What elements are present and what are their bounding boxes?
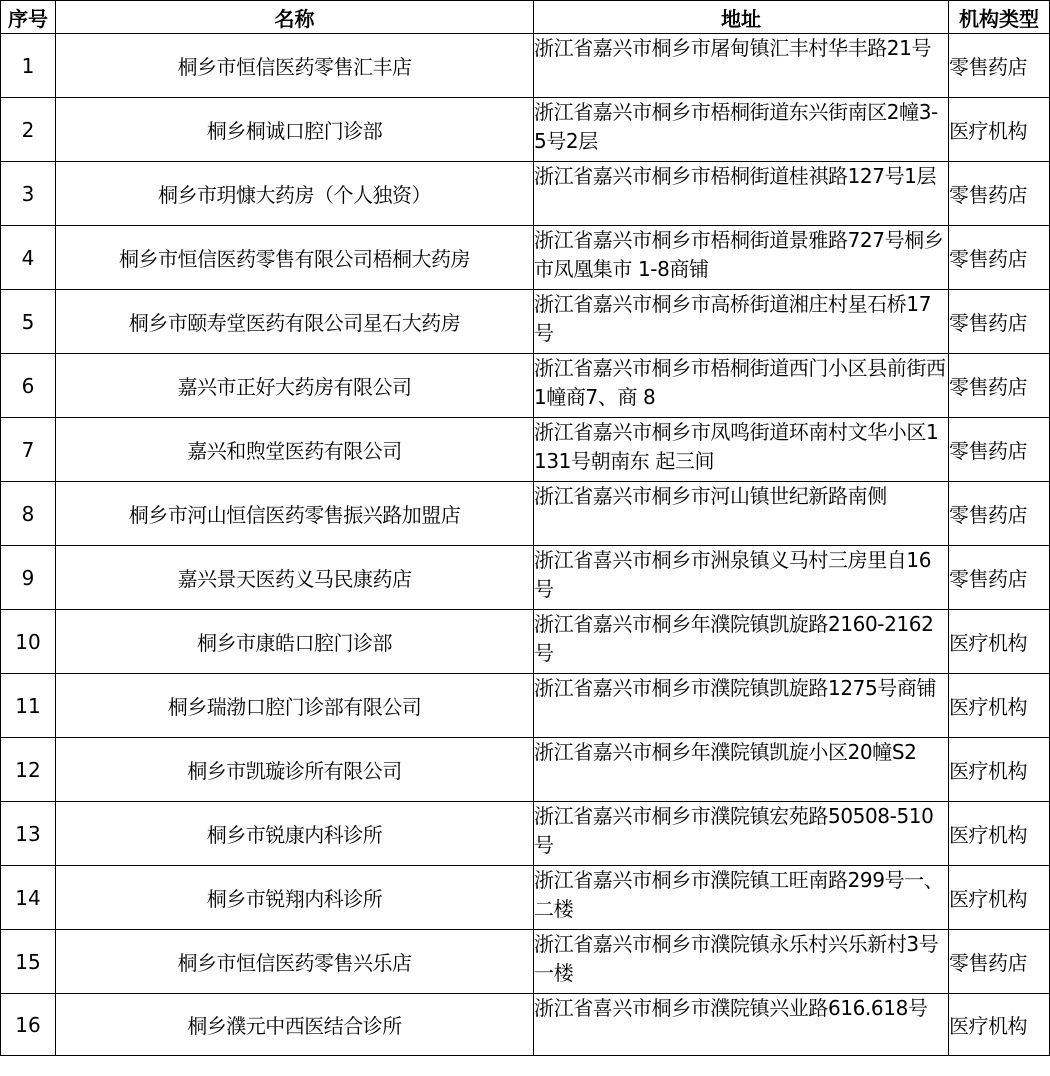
table-row: [1, 162, 1050, 226]
cell-type: 零售药店: [949, 482, 1050, 546]
cell-seq: 9: [1, 546, 56, 610]
cell-address: 浙江省嘉兴市桐乡市濮院镇永乐村兴乐新村3号一楼: [534, 930, 949, 994]
cell-type: 医疗机构: [949, 610, 1050, 674]
cell-type: 零售药店: [949, 34, 1050, 98]
table-row: [1, 610, 1050, 674]
cell-address: 浙江省嘉兴市桐乡市河山镇世纪新路南侧: [534, 482, 949, 546]
cell-address: 浙江省喜兴市桐乡市濮院镇兴业路616.618号: [534, 994, 949, 1056]
cell-name: 桐乡市恒信医药零售汇丰店: [56, 34, 534, 98]
header-address: 地址: [534, 1, 949, 34]
cell-seq: 13: [1, 802, 56, 866]
cell-type: 医疗机构: [949, 994, 1050, 1056]
header-seq: 序号: [1, 1, 56, 34]
cell-seq: 16: [1, 994, 56, 1056]
table-row: [1, 418, 1050, 482]
cell-name: 桐乡市玥慷大药房（个人独资）: [56, 162, 534, 226]
cell-name: 桐乡瑞渤口腔门诊部有限公司: [56, 674, 534, 738]
cell-address: 浙江省嘉兴市桐乡市濮院镇凯旋路1275号商铺: [534, 674, 949, 738]
header-row: [1, 1, 1050, 34]
cell-type: 零售药店: [949, 162, 1050, 226]
cell-name: 桐乡濮元中西医结合诊所: [56, 994, 534, 1056]
cell-type: 医疗机构: [949, 802, 1050, 866]
cell-seq: 1: [1, 34, 56, 98]
cell-address: 浙江省嘉兴市桐乡市濮院镇宏苑路50508-510号: [534, 802, 949, 866]
table-row: [1, 866, 1050, 930]
table-row: [1, 226, 1050, 290]
cell-seq: 4: [1, 226, 56, 290]
cell-seq: 8: [1, 482, 56, 546]
cell-address: 浙江省嘉兴市桐乡年濮院镇凯旋小区20幢S2: [534, 738, 949, 802]
cell-type: 零售药店: [949, 418, 1050, 482]
cell-seq: 3: [1, 162, 56, 226]
cell-name: 桐乡市锐翔内科诊所: [56, 866, 534, 930]
cell-name: 嘉兴景天医药义马民康药店: [56, 546, 534, 610]
table-row: [1, 354, 1050, 418]
cell-name: 桐乡市河山恒信医药零售振兴路加盟店: [56, 482, 534, 546]
cell-seq: 15: [1, 930, 56, 994]
cell-address: 浙江省嘉兴市桐乡市梧桐街道桂祺路127号1层: [534, 162, 949, 226]
table-row: [1, 930, 1050, 994]
cell-name: 桐乡桐诚口腔门诊部: [56, 98, 534, 162]
cell-address: 浙江省嘉兴市桐乡市梧桐街道景雅路727号桐乡市凤凰集市 1-8商铺: [534, 226, 949, 290]
header-name: 名称: [56, 1, 534, 34]
cell-type: 零售药店: [949, 930, 1050, 994]
cell-address: 浙江省嘉兴市桐乡年濮院镇凯旋路2160-2162号: [534, 610, 949, 674]
cell-type: 零售药店: [949, 546, 1050, 610]
table-row: [1, 738, 1050, 802]
cell-name: 桐乡市凯璇诊所有限公司: [56, 738, 534, 802]
cell-name: 桐乡市恒信医药零售有限公司梧桐大药房: [56, 226, 534, 290]
cell-name: 嘉兴市正好大药房有限公司: [56, 354, 534, 418]
table-row: [1, 994, 1050, 1056]
table-row: [1, 290, 1050, 354]
cell-type: 医疗机构: [949, 866, 1050, 930]
cell-name: 嘉兴和煦堂医药有限公司: [56, 418, 534, 482]
cell-type: 医疗机构: [949, 738, 1050, 802]
cell-address: 浙江省嘉兴市桐乡市高桥街道湘庄村星石桥17号: [534, 290, 949, 354]
cell-seq: 2: [1, 98, 56, 162]
cell-address: 浙江省嘉兴市桐乡市梧桐街道西门小区县前街西1幢商7、商 8: [534, 354, 949, 418]
table-body: [1, 34, 1050, 1056]
cell-type: 医疗机构: [949, 674, 1050, 738]
cell-seq: 12: [1, 738, 56, 802]
cell-address: 浙江省嘉兴市桐乡市凤鸣街道环南村文华小区1131号朝南东 起三间: [534, 418, 949, 482]
table-row: [1, 802, 1050, 866]
cell-seq: 6: [1, 354, 56, 418]
cell-seq: 11: [1, 674, 56, 738]
cell-address: 浙江省嘉兴市桐乡市濮院镇工旺南路299号一、二楼: [534, 866, 949, 930]
cell-seq: 5: [1, 290, 56, 354]
cell-address: 浙江省嘉兴市桐乡市屠甸镇汇丰村华丰路21号: [534, 34, 949, 98]
cell-name: 桐乡市锐康内科诊所: [56, 802, 534, 866]
header-type: 机构类型: [949, 1, 1050, 34]
cell-seq: 10: [1, 610, 56, 674]
cell-type: 零售药店: [949, 290, 1050, 354]
table-row: [1, 98, 1050, 162]
cell-address: 浙江省嘉兴市桐乡市梧桐街道东兴街南区2幢3-5号2层: [534, 98, 949, 162]
cell-type: 医疗机构: [949, 98, 1050, 162]
cell-name: 桐乡市颐寿堂医药有限公司星石大药房: [56, 290, 534, 354]
table-row: [1, 546, 1050, 610]
table-row: [1, 482, 1050, 546]
cell-type: 零售药店: [949, 354, 1050, 418]
cell-name: 桐乡市康皓口腔门诊部: [56, 610, 534, 674]
cell-type: 零售药店: [949, 226, 1050, 290]
cell-address: 浙江省喜兴市桐乡市洲泉镇义马村三房里自16号: [534, 546, 949, 610]
cell-seq: 7: [1, 418, 56, 482]
table-row: [1, 34, 1050, 98]
table-row: [1, 674, 1050, 738]
cell-name: 桐乡市恒信医药零售兴乐店: [56, 930, 534, 994]
cell-seq: 14: [1, 866, 56, 930]
